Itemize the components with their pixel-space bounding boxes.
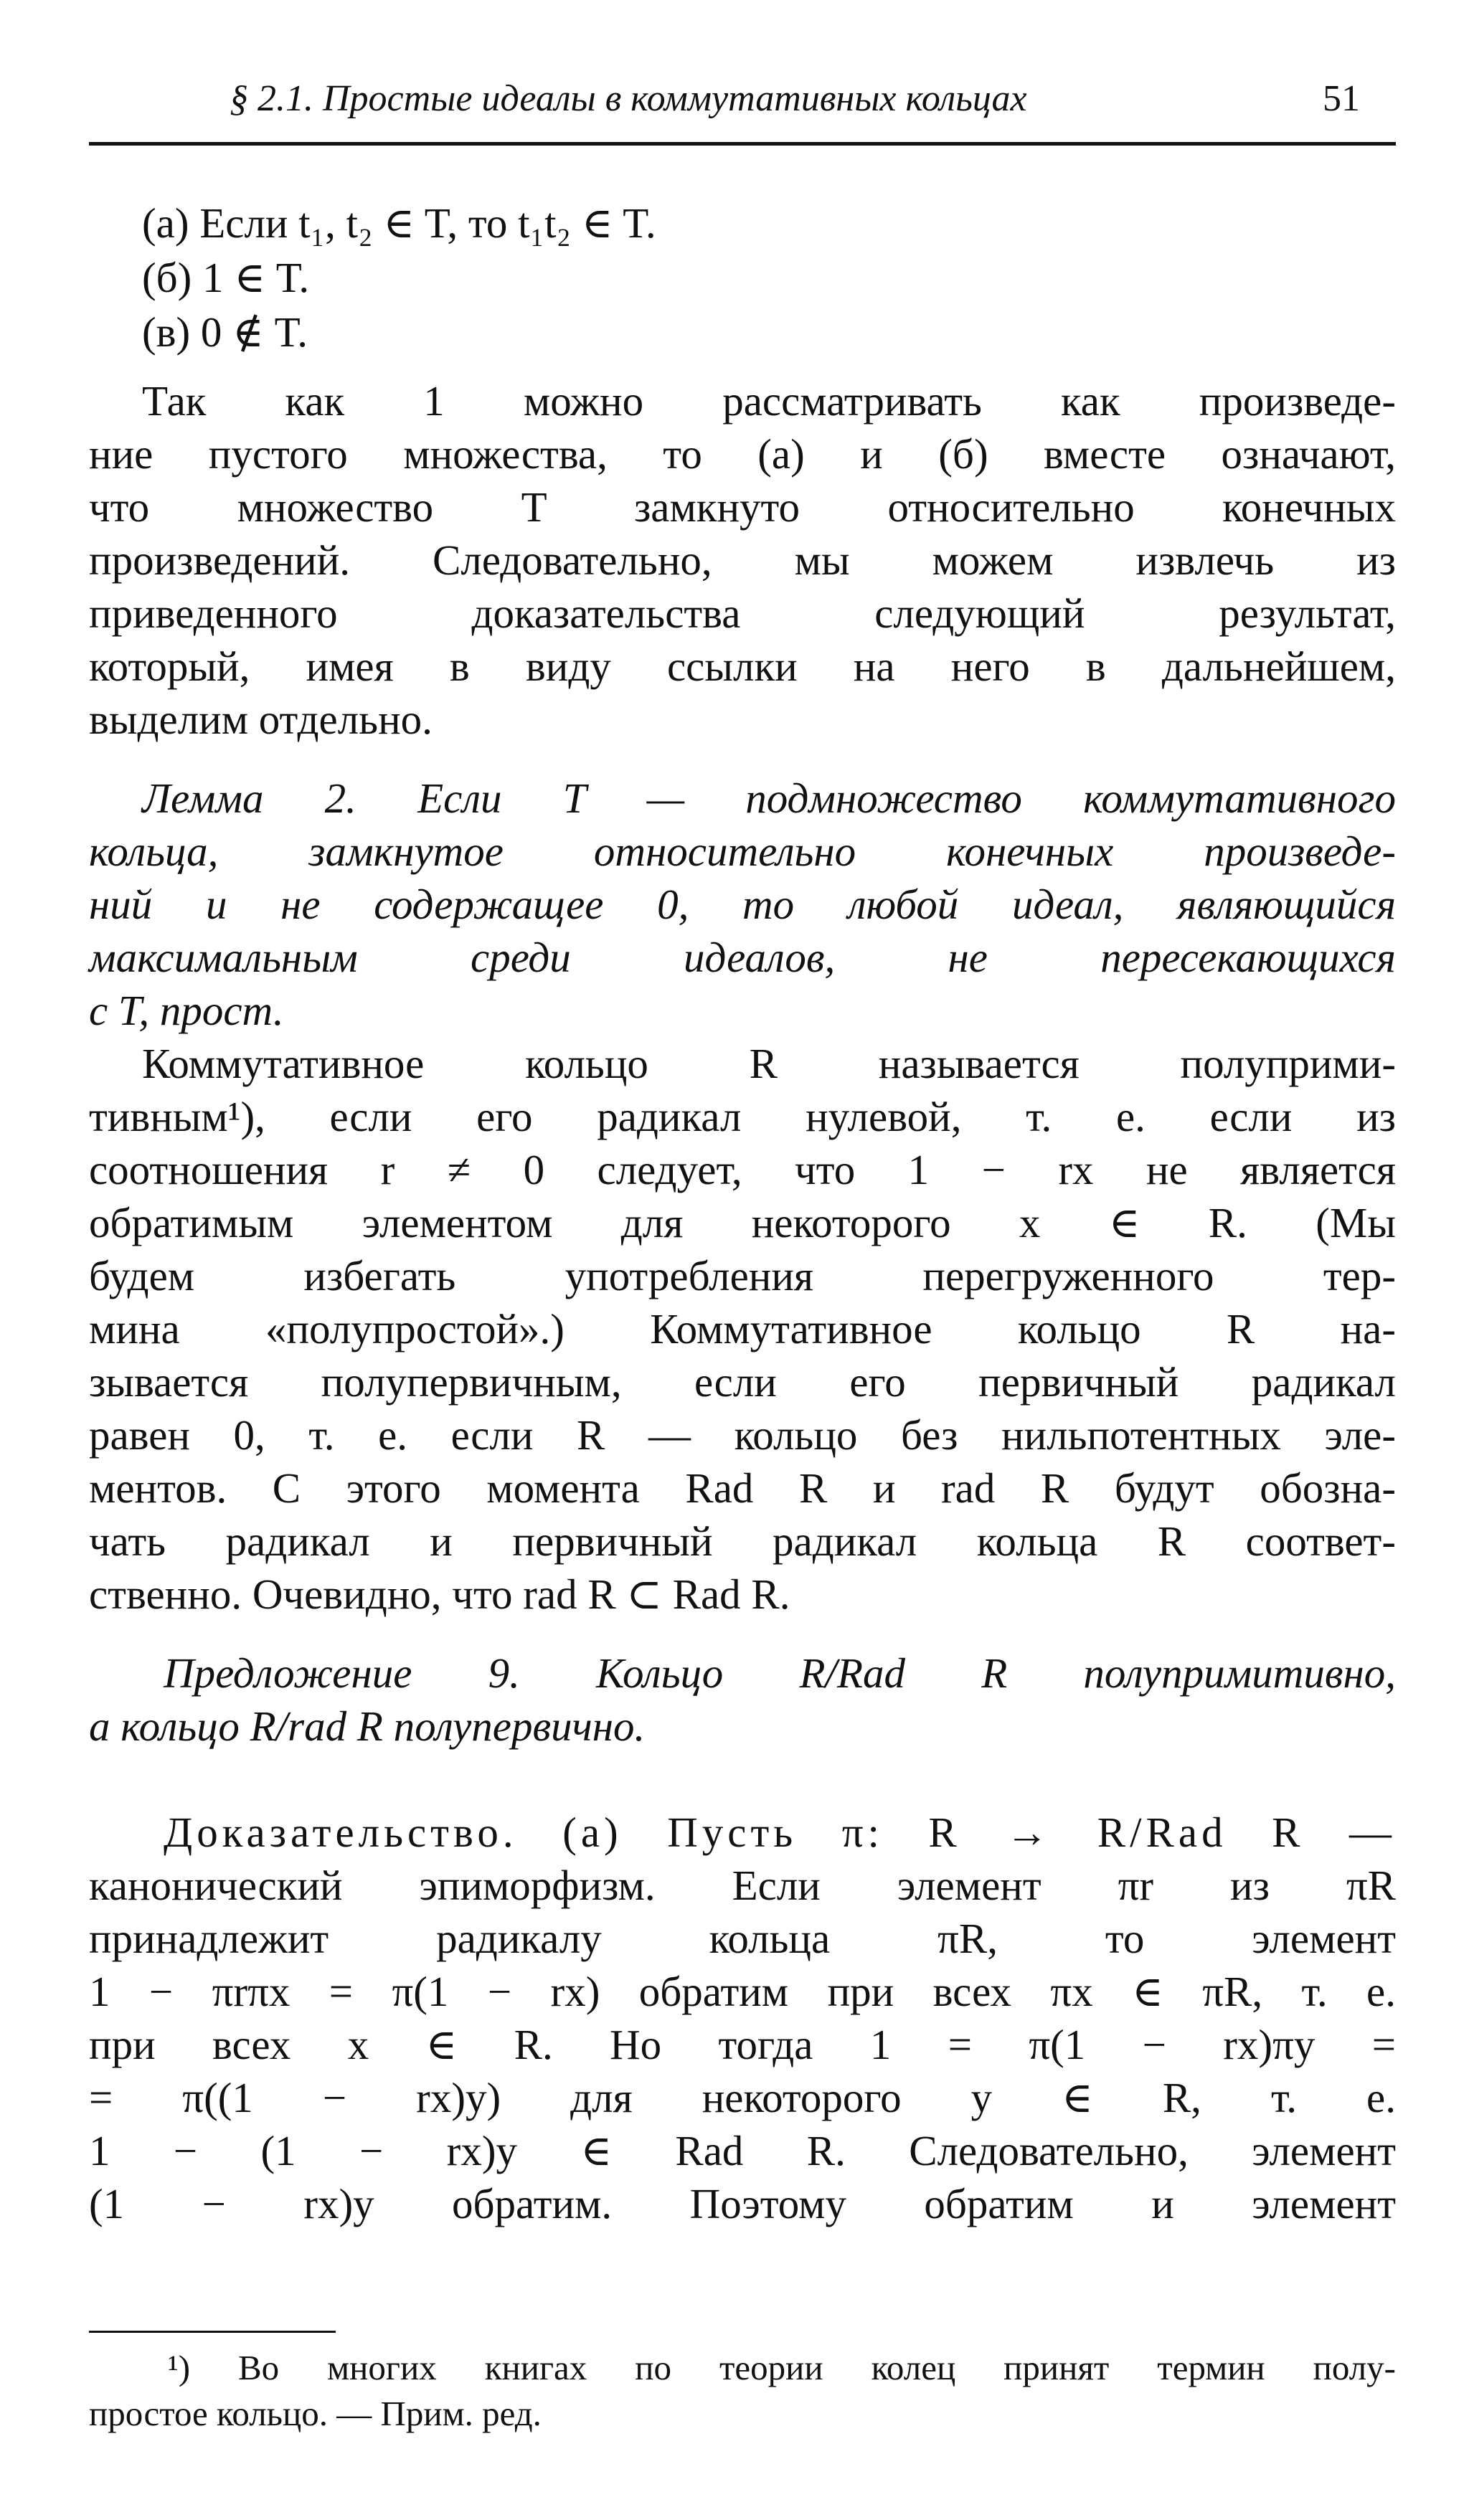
footnote-rule <box>89 2331 336 2333</box>
text-line: зывается полупервичным, если его первичный радикал <box>89 1358 1396 1406</box>
text-line: 1 − (1 − rx)y ∈ Rad R. Следовательно, элемент <box>89 2127 1396 2174</box>
text-line: 1 − πrπx = π(1 − rx) обратим при всех πx ∈ πR, т. е. <box>89 1968 1396 2015</box>
text-line: канонический эпиморфизм. Если элемент πr из πR <box>89 1862 1396 1909</box>
text-line: простое кольцо. — Прим. ред. <box>89 2394 542 2433</box>
text-line: = π((1 − rx)y) для некоторого y ∈ R, т. е. <box>89 2074 1396 2121</box>
condition-b: (б) 1 ∈ T. <box>142 254 310 301</box>
proof <box>89 1806 1396 2230</box>
paragraph-semiprimitive <box>89 1037 1396 1621</box>
header-rule <box>89 142 1396 146</box>
text-line: кольца, замкнутое относительно конечных произведе- <box>89 828 1396 875</box>
text-line: Доказательство. (а) Пусть π: R → R/Rad R — <box>164 1809 1396 1856</box>
text-line: чать радикал и первичный радикал кольца R соответ- <box>89 1517 1396 1565</box>
text-line: равен 0, т. е. если R — кольцо без нильпотентных эле- <box>89 1411 1396 1459</box>
text-line: ний и не содержащее 0, то любой идеал, являющийся <box>89 881 1396 928</box>
lemma-2 <box>89 772 1396 1037</box>
text-line: который, имея в виду ссылки на него в дальнейшем, <box>89 643 1396 690</box>
text-line: ние пустого множества, то (а) и (б) вместе означают, <box>89 430 1396 478</box>
condition-a: (а) Если t₁, t₂ ∈ T, то t₁t₂ ∈ T. <box>142 199 656 247</box>
text-line: обратимым элементом для некоторого x ∈ R. (Мы <box>89 1199 1396 1246</box>
text-line: что множество T замкнуто относительно конечных <box>89 483 1396 531</box>
text-line: ¹) Во многих книгах по теории колец принят термин полу- <box>168 2348 1396 2387</box>
text-line: тивным¹), если его радикал нулевой, т. е. если из <box>89 1093 1396 1140</box>
condition-c: (в) 0 ∉ T. <box>142 308 308 356</box>
footnote <box>89 2345 1396 2437</box>
text-line: Так как 1 можно рассматривать как произведе- <box>142 377 1396 425</box>
text-line: с T, прост. <box>89 987 284 1034</box>
text-line: ственно. Очевидно, что rad R ⊂ Rad R. <box>89 1571 790 1618</box>
paragraph-closure <box>89 374 1396 746</box>
text-line: а кольцо R/rad R полупервично. <box>89 1702 646 1750</box>
text-line: Предложение 9. Кольцо R/Rad R полупримитивно, <box>164 1649 1396 1697</box>
text-line: Коммутативное кольцо R называется полуприми- <box>142 1040 1396 1087</box>
text-line: принадлежит радикалу кольца πR, то элемент <box>89 1915 1396 1962</box>
text-line: при всех x ∈ R. Но тогда 1 = π(1 − rx)πy = <box>89 2021 1396 2068</box>
text-line: приведенного доказательства следующий результат, <box>89 589 1396 637</box>
text-line: выделим отдельно. <box>89 696 433 743</box>
text-line: (1 − rx)y обратим. Поэтому обратим и элемент <box>89 2180 1396 2227</box>
text-line: Лемма 2. Если T — подмножество коммутативного <box>142 775 1396 822</box>
text-line: ментов. С этого момента Rad R и rad R будут обозна- <box>89 1464 1396 1512</box>
text-line: соотношения r ≠ 0 следует, что 1 − rx не является <box>89 1146 1396 1193</box>
text-line: максимальным среди идеалов, не пересекающихся <box>89 934 1396 981</box>
header-title: § 2.1. Простые идеалы в коммутативных кольцах <box>230 78 1027 119</box>
proposition-9 <box>89 1647 1396 1753</box>
text-line: мина «полупростой».) Коммутативное кольцо R на- <box>89 1305 1396 1353</box>
text-line: произведений. Следовательно, мы можем извлечь из <box>89 536 1396 584</box>
page-number: 51 <box>1323 78 1360 119</box>
text-line: будем избегать употребления перегруженного тер- <box>89 1252 1396 1299</box>
